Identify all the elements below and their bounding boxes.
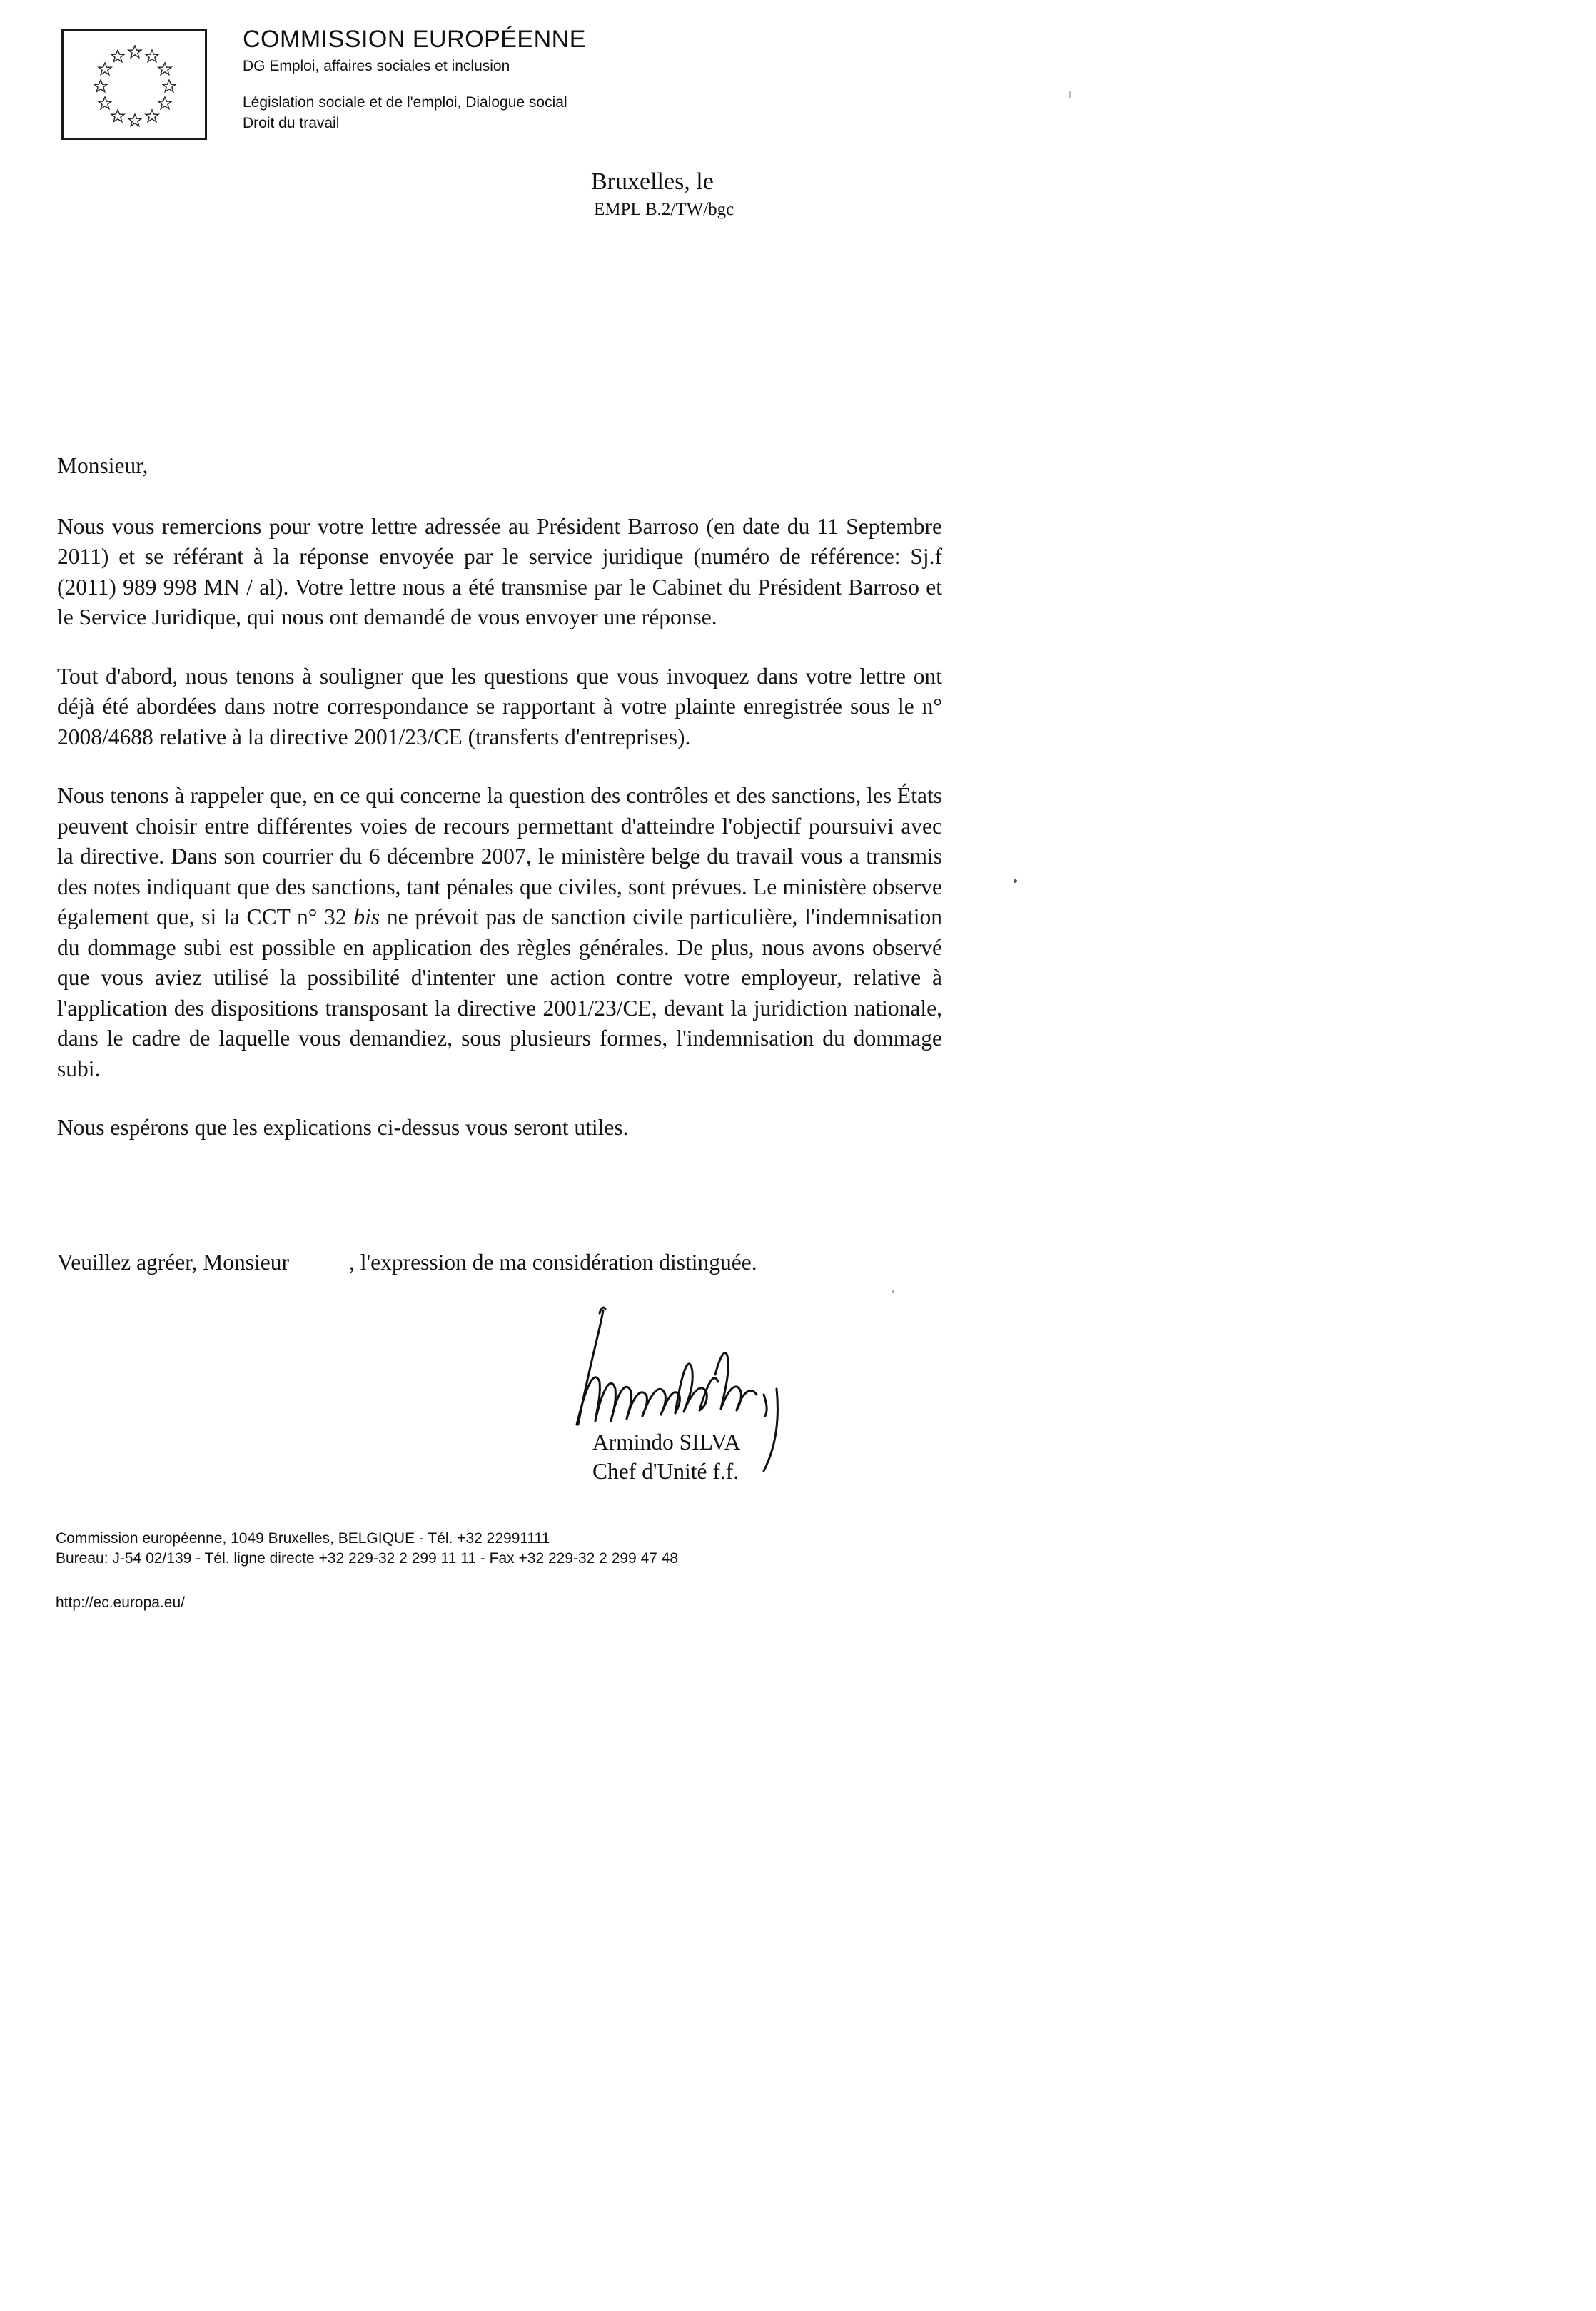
letter-reference: EMPL B.2/TW/bgc bbox=[594, 200, 734, 219]
organisation-name: COMMISSION EUROPÉENNE bbox=[243, 26, 586, 53]
eu-flag-stars-icon bbox=[61, 29, 207, 140]
directorate-name: DG Emploi, affaires sociales et inclusion bbox=[243, 58, 510, 74]
place-date: Bruxelles, le bbox=[591, 168, 714, 195]
closing-formula-start: Veuillez agréer, Monsieur bbox=[57, 1250, 289, 1275]
letterhead bbox=[243, 27, 586, 131]
footer-url: http://ec.europa.eu/ bbox=[56, 1594, 185, 1611]
sector-name: Droit du travail bbox=[243, 115, 340, 131]
scan-speck bbox=[892, 1290, 894, 1293]
paragraph-3: Nous tenons à rappeler que, en ce qui concerne la question des contrôles et des sanctions, les États peuvent choisir entre différentes voies de recours permettant d'atteindre l'objectif poursuivi avec la directive. Dans son courrier du 6 décembre 2007, le ministère belge du travail vous a transmis des notes indiquant que des sanctions, tant pénales que civiles, sont prévues. Le ministère observe également que, si la CCT n° 32 bis ne prévoit pas de sanction civile particulière, l'indemnisation du dommage subi est possible en application des règles générales. De plus, nous avons observé que vous aviez utilisé la possibilité d'intenter une action contre votre employeur, relative à l'application des dispositions transposant la directive 2001/23/CE, devant la juridiction nationale, dans le cadre de laquelle vous demandiez, sous plusieurs formes, l'indemnisation du dommage subi. bbox=[57, 783, 943, 1081]
unit-name: Législation sociale et de l'emploi, Dialogue social bbox=[243, 94, 567, 111]
footer-office: Bureau: J-54 02/139 - Tél. ligne directe +32 229-32 2 299 11 11 - Fax +32 229-32 2 299 47 48 bbox=[56, 1550, 679, 1567]
paragraph-2: Tout d'abord, nous tenons à souligner que les questions que vous invoquez dans votre lettre ont déjà été abordées dans notre correspondance se rapportant à votre plainte enregistrée sous le n° 2008/4688 relative à la directive 2001/23/CE (transferts d'entreprises). bbox=[57, 663, 942, 749]
scan-speck bbox=[1069, 91, 1071, 98]
closing-formula bbox=[57, 1248, 757, 1278]
signer-title: Chef d'Unité f.f. bbox=[592, 1459, 739, 1484]
letter-footer bbox=[56, 1529, 678, 1613]
cct-bis-italic: bis bbox=[353, 904, 380, 929]
signer-block bbox=[592, 1427, 740, 1486]
closing-line: Nous espérons que les explications ci-dessus vous seront utiles. bbox=[57, 1115, 629, 1140]
footer-address: Commission européenne, 1049 Bruxelles, BELGIQUE - Tél. +32 22991111 bbox=[56, 1530, 550, 1547]
salutation: Monsieur, bbox=[57, 453, 148, 478]
closing-formula-end: , l'expression de ma considération distinguée. bbox=[348, 1250, 757, 1275]
scan-speck bbox=[1014, 879, 1017, 883]
signer-name: Armindo SILVA bbox=[592, 1430, 741, 1455]
letter-body bbox=[57, 451, 942, 1168]
paragraph-1: Nous vous remercions pour votre lettre adressée au Président Barroso (en date du 11 Septembre 2011) et se référant à la réponse envoyée par le service juridique (numéro de référence: Sj.f (2011) 989 998 MN / al). Votre lettre nous a été transmise par le Cabinet du Président Barroso et le Service Juridique, qui nous ont demandé de vous envoyer une réponse. bbox=[57, 513, 942, 629]
